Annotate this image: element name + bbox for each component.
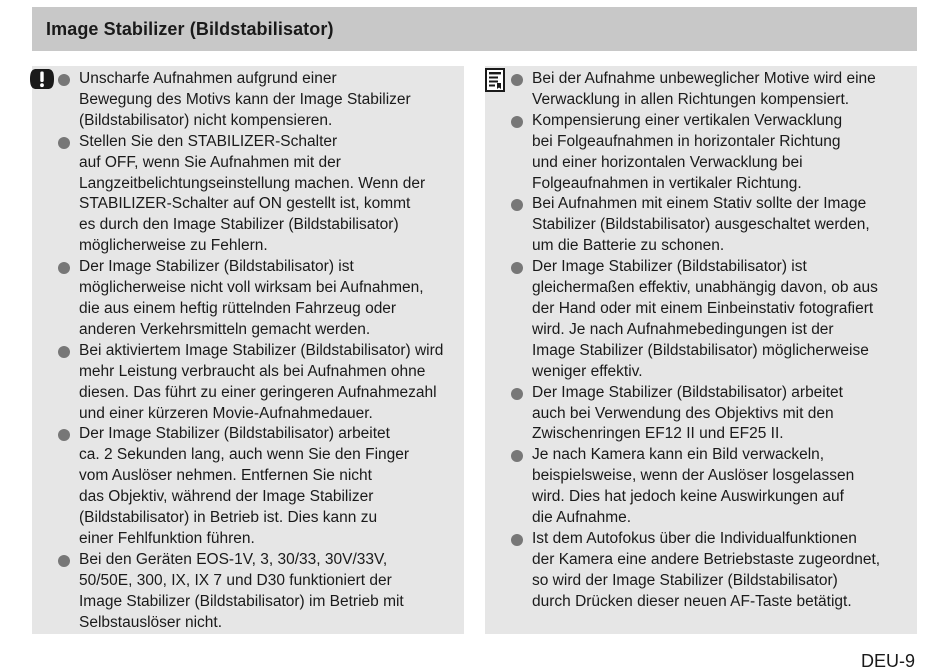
memo-icon: [485, 68, 505, 92]
list-item-text: Der Image Stabilizer (Bildstabilisator) ist gleichermaßen effektiv, unabhängig davon, ob aus der Hand oder mit einem Einbeinstativ fotografiert wird. Je nach Aufnahmebedingungen ist der Image Stabilizer (Bildstabilisator) möglicherweise weniger effektiv.: [532, 258, 878, 380]
list-item: [58, 132, 460, 257]
caution-list: [58, 69, 460, 633]
list-item: [511, 383, 913, 446]
bullet-icon: [511, 534, 523, 546]
memo-panel: [485, 66, 917, 634]
bullet-icon: [58, 346, 70, 358]
bullet-icon: [511, 388, 523, 400]
list-item-text: Bei aktiviertem Image Stabilizer (Bildstabilisator) wird mehr Leistung verbraucht als bei Aufnahmen ohne diesen. Das führt zu einer geringeren Aufnahmezahl und einer kürzeren Movie-Aufnahmedauer.: [79, 341, 444, 422]
memo-list: [511, 69, 913, 613]
caution-icon: [30, 68, 54, 90]
section-title: Image Stabilizer (Bildstabilisator): [46, 19, 334, 39]
section-header: [32, 7, 917, 51]
page-number: DEU-9: [860, 651, 915, 671]
bullet-icon: [58, 429, 70, 441]
list-item: [511, 257, 913, 382]
list-item-text: Bei den Geräten EOS-1V, 3, 30/33, 30V/33V, 50/50E, 300, IX, IX 7 und D30 funktioniert der Image Stabilizer (Bildstabilisator) im Betrieb mit Selbstauslöser nicht.: [79, 550, 404, 631]
list-item: [58, 257, 460, 341]
list-item-text: Der Image Stabilizer (Bildstabilisator) ist möglicherweise nicht voll wirksam bei Aufnahmen, die aus einem heftig rüttelnden Fahrzeug oder anderen Verkehrsmitteln gemacht werden.: [79, 258, 424, 338]
bullet-icon: [58, 555, 70, 567]
list-item-text: Kompensierung einer vertikalen Verwacklung bei Folgeaufnahmen in horizontaler Richtung und einer horizontalen Verwacklung bei Folgeaufnahmen in vertikaler Richtung.: [532, 111, 843, 192]
list-item: [58, 341, 460, 425]
bullet-icon: [511, 199, 523, 211]
list-item-text: Ist dem Autofokus über die Individualfunktionen der Kamera eine andere Betriebstaste zugeordnet, so wird der Image Stabilizer (Bildstabilisator) durch Drücken dieser neuen AF-Taste betätigt.: [532, 529, 881, 610]
caution-panel: [32, 66, 464, 634]
bullet-icon: [511, 262, 523, 274]
bullet-icon: [58, 137, 70, 149]
list-item: [58, 424, 460, 549]
list-item-text: Der Image Stabilizer (Bildstabilisator) arbeitet auch bei Verwendung des Objektivs mit den Zwischenringen EF12 II und EF25 II.: [532, 383, 843, 443]
list-item: [511, 69, 913, 111]
bullet-icon: [58, 262, 70, 274]
list-item: [58, 550, 460, 634]
list-item: [511, 445, 913, 529]
bullet-icon: [58, 74, 70, 86]
bullet-icon: [511, 74, 523, 86]
list-item-text: Bei Aufnahmen mit einem Stativ sollte der Image Stabilizer (Bildstabilisator) ausgeschaltet werden, um die Batterie zu schonen.: [532, 195, 870, 255]
list-item-text: Der Image Stabilizer (Bildstabilisator) arbeitet ca. 2 Sekunden lang, auch wenn Sie den Finger vom Auslöser nehmen. Entfernen Sie nicht das Objektiv, während der Image Stabilizer (Bildstabilisator) in Betrieb ist. Dies kann zu einer Fehlfunktion führen.: [79, 425, 410, 547]
list-item-text: Je nach Kamera kann ein Bild verwackeln, beispielsweise, wenn der Auslöser losgelassen wird. Dies hat jedoch keine Auswirkungen auf die Aufnahme.: [532, 446, 855, 527]
list-item-text: Bei der Aufnahme unbeweglicher Motive wird eine Verwacklung in allen Richtungen kompensiert.: [532, 70, 876, 108]
list-item-text: Stellen Sie den STABILIZER-Schalter auf OFF, wenn Sie Aufnahmen mit der Langzeitbelichtungseinstellung machen. Wenn der STABILIZER-Schalter auf ON gestellt ist, kommt es durch den Image Stabilizer (Bildstabilisator) möglicherweise zu Fehlern.: [79, 132, 426, 255]
list-item-text: Unscharfe Aufnahmen aufgrund einer Bewegung des Motivs kann der Image Stabilizer (Bildstabilisator) nicht kompensieren.: [79, 70, 411, 129]
list-item: [58, 69, 460, 132]
bullet-icon: [511, 450, 523, 462]
list-item: [511, 111, 913, 195]
bullet-icon: [511, 116, 523, 128]
list-item: [511, 194, 913, 257]
list-item: [511, 529, 913, 613]
